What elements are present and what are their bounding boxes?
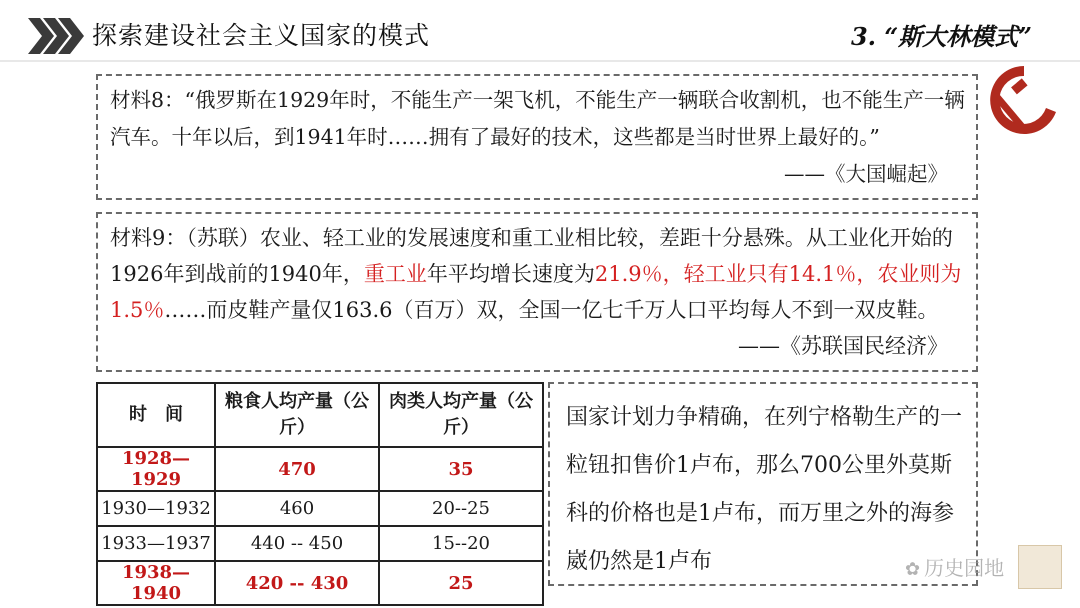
material-9-highlight-rates: 21.9％，轻工业只有14.1％，农业则为1.5％ — [110, 262, 962, 322]
table-row — [97, 447, 543, 491]
thumbnail-image — [1018, 545, 1062, 589]
material-9-text-a: （苏联）农业、轻工业的发展速度和重工业相比较，差距十分悬殊。从工业化开始的1926年到战前的1940年， — [110, 226, 953, 286]
cell-meat: 35 — [379, 447, 543, 491]
material-9-box — [96, 212, 978, 372]
food-production-table — [96, 382, 544, 606]
table-row — [97, 491, 543, 526]
material-8-source: ——《大国崛起》 — [784, 162, 948, 186]
page-title: 探索建设社会主义国家的模式 — [92, 21, 431, 50]
cell-period: 1938—1940 — [97, 561, 215, 605]
cell-period: 1930—1932 — [97, 491, 215, 526]
header-grain: 粮食人均产量（公斤） — [215, 383, 379, 447]
cell-meat: 20--25 — [379, 491, 543, 526]
material-8-quote: “俄罗斯在1929年时，不能生产一架飞机，不能生产一辆联合收割机，也不能生产一辆汽车。十年以后，到1941年时……拥有了最好的技术，这些都是当时世界上最好的。” — [110, 88, 965, 149]
material-8-box — [96, 74, 978, 200]
cell-meat: 25 — [379, 561, 543, 605]
cell-meat: 15--20 — [379, 526, 543, 561]
table-row — [97, 526, 543, 561]
chevron-arrows-icon — [28, 18, 84, 54]
table-header-row — [97, 383, 543, 447]
cell-grain: 460 — [215, 491, 379, 526]
header-meat: 肉类人均产量（公斤） — [379, 383, 543, 447]
material-8-text — [110, 82, 966, 186]
cell-grain: 420 -- 430 — [215, 561, 379, 605]
section-title: 3. “斯大林模式” — [850, 22, 1032, 51]
cell-grain: 470 — [215, 447, 379, 491]
cell-grain: 440 -- 450 — [215, 526, 379, 561]
material-9-text — [110, 220, 966, 358]
material-9-highlight-heavy-industry: 重工业 — [363, 262, 427, 286]
header-period: 时 间 — [97, 383, 215, 447]
watermark-text: 历史园地 — [924, 556, 1005, 580]
cell-period: 1928—1929 — [97, 447, 215, 491]
material-8-label: 材料8： — [110, 88, 185, 112]
material-9-source: ——《苏联国民经济》 — [738, 334, 948, 358]
wechat-icon: ✿ — [905, 559, 921, 580]
table-row — [97, 561, 543, 605]
header-divider — [0, 60, 1080, 62]
material-9-text-b: 年平均增长速度为 — [426, 262, 595, 286]
hammer-sickle-icon — [984, 60, 1064, 144]
material-9-text-c: ……而皮鞋产量仅163.6（百万）双，全国一亿七千万人口平均每人不到一双皮鞋。 — [164, 298, 939, 322]
cell-period: 1933—1937 — [97, 526, 215, 561]
material-9-label: 材料9： — [110, 226, 187, 250]
watermark — [905, 552, 1004, 581]
planning-note-text: 国家计划力争精确，在列宁格勒生产的一粒钮扣售价1卢布，那么700公里外莫斯科的价格也是1卢布，而万里之外的海参崴仍然是1卢布 — [566, 405, 963, 574]
